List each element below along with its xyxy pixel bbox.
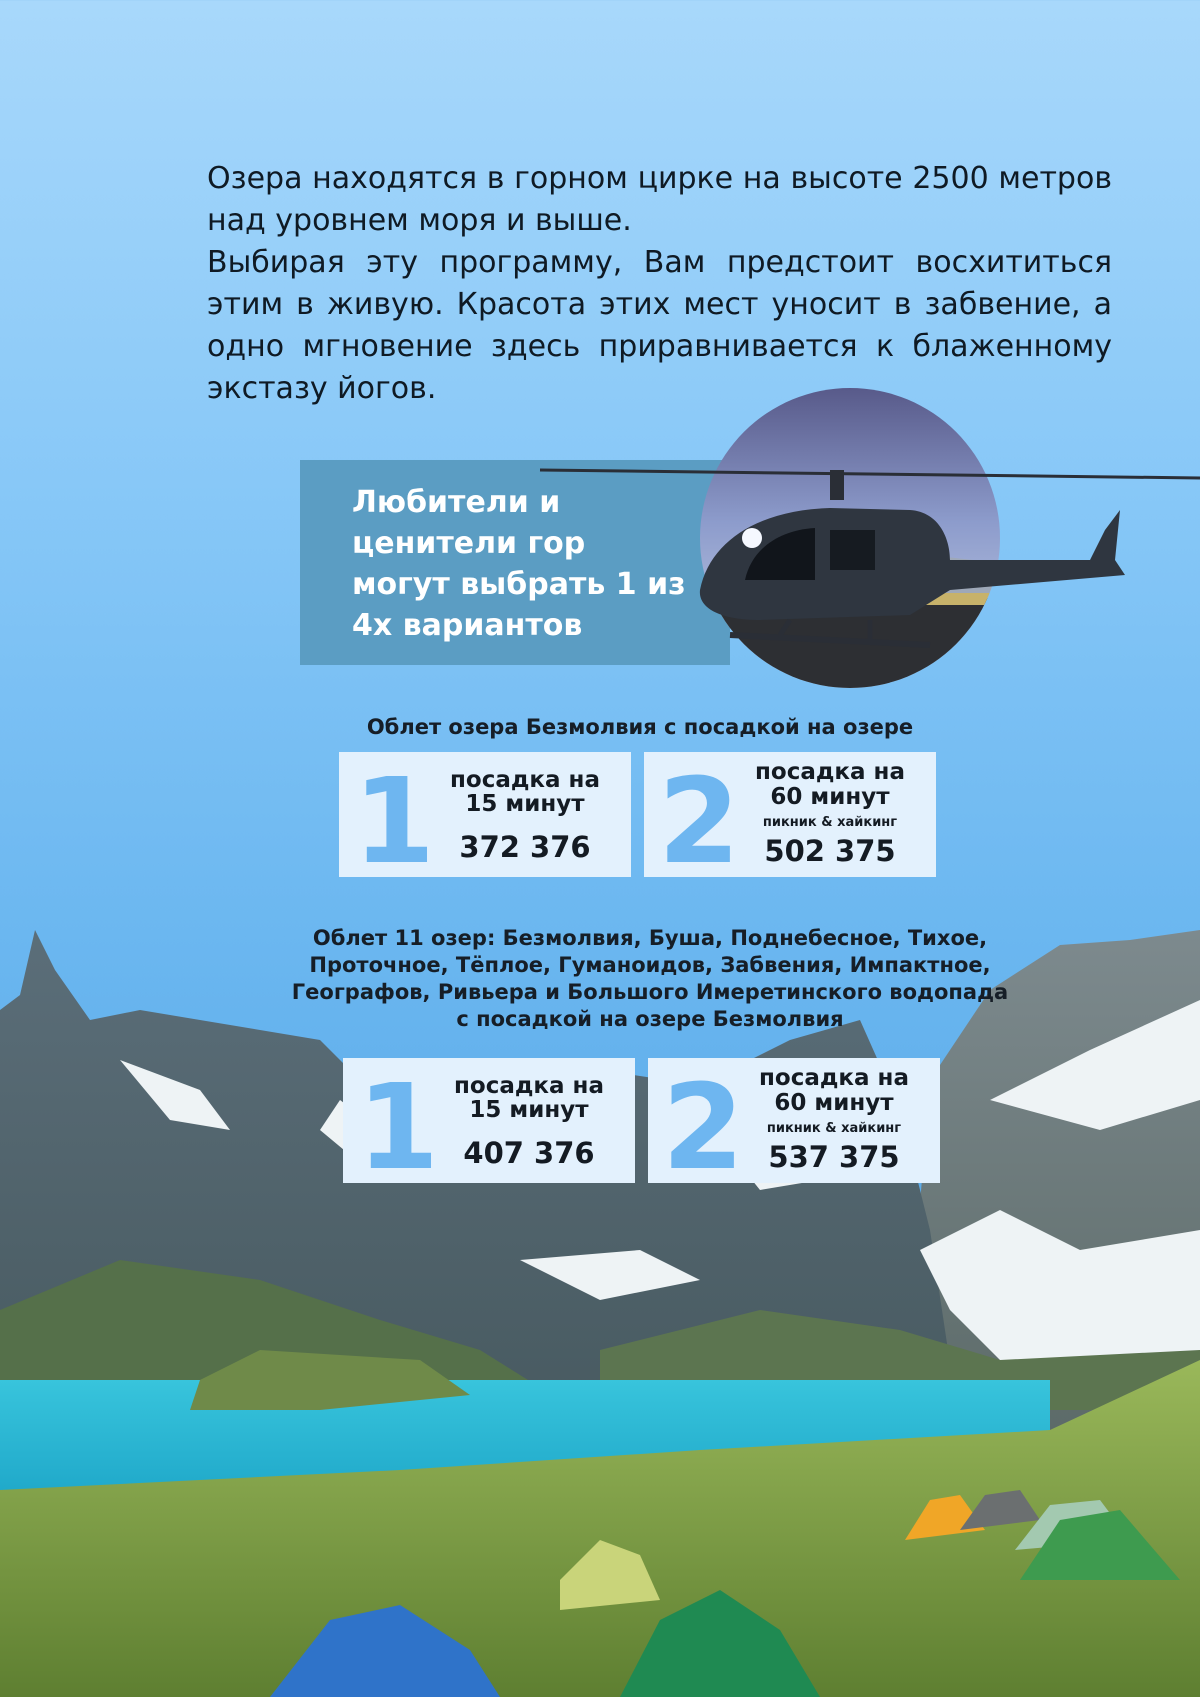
option-number: 2 — [658, 752, 741, 877]
option-number: 1 — [357, 1058, 440, 1183]
option-label-line1: посадка на — [759, 1065, 909, 1091]
option-label-line2: 60 минут — [774, 1090, 894, 1116]
section2-title-line: Проточное, Тёплое, Гуманоидов, Забвения, Импактное, — [309, 953, 991, 977]
option-price: 372 376 — [459, 830, 591, 864]
option-price: 407 376 — [463, 1136, 595, 1170]
section1-title: Облет озера Безмолвия с посадкой на озере — [366, 715, 914, 739]
intro-text — [207, 158, 1112, 410]
option-label-line2: 15 минут — [465, 791, 585, 817]
option-label-line1: посадка на — [755, 759, 905, 785]
option-extra: пикник & хайкинг — [762, 815, 898, 830]
option-label-line1: посадка на — [450, 767, 600, 793]
option-card[interactable] — [343, 1058, 635, 1183]
section2-title — [250, 925, 1050, 1033]
option-number: 2 — [662, 1058, 745, 1183]
intro-paragraph-2: Выбирая эту программу, Вам предстоит восхититься этим в живую. Красота этих мест уносит в забвение, а одно мгновение здесь приравнивается к блаженному экстазу йогов. — [207, 245, 1112, 406]
option-card[interactable] — [339, 752, 631, 877]
option-price: 502 375 — [764, 834, 896, 868]
option-label-line2: 15 минут — [469, 1097, 589, 1123]
option-card[interactable] — [648, 1058, 940, 1183]
option-card[interactable] — [644, 752, 936, 877]
option-label-line1: посадка на — [454, 1073, 604, 1099]
option-label-line2: 60 минут — [770, 784, 890, 810]
mountain-lake-photo — [0, 930, 1200, 1697]
option-price: 537 375 — [768, 1140, 900, 1174]
helicopter-icon — [530, 430, 1200, 690]
option-extra: пикник & хайкинг — [766, 1121, 902, 1136]
section2-title-line: Географов, Ривьера и Большого Имеретинского водопада — [291, 980, 1009, 1004]
section2-title-line: Облет 11 озер: Безмолвия, Буша, Поднебесное, Тихое, — [312, 926, 988, 950]
option-number: 1 — [353, 752, 436, 877]
callout-text: Любители и ценители гор могут выбрать 1 из 4х вариантов — [352, 485, 686, 643]
section2-title-line: с посадкой на озере Безмолвия — [456, 1007, 844, 1031]
intro-paragraph-1: Озера находятся в горном цирке на высоте 2500 метров над уровнем моря и выше. — [207, 161, 1112, 238]
